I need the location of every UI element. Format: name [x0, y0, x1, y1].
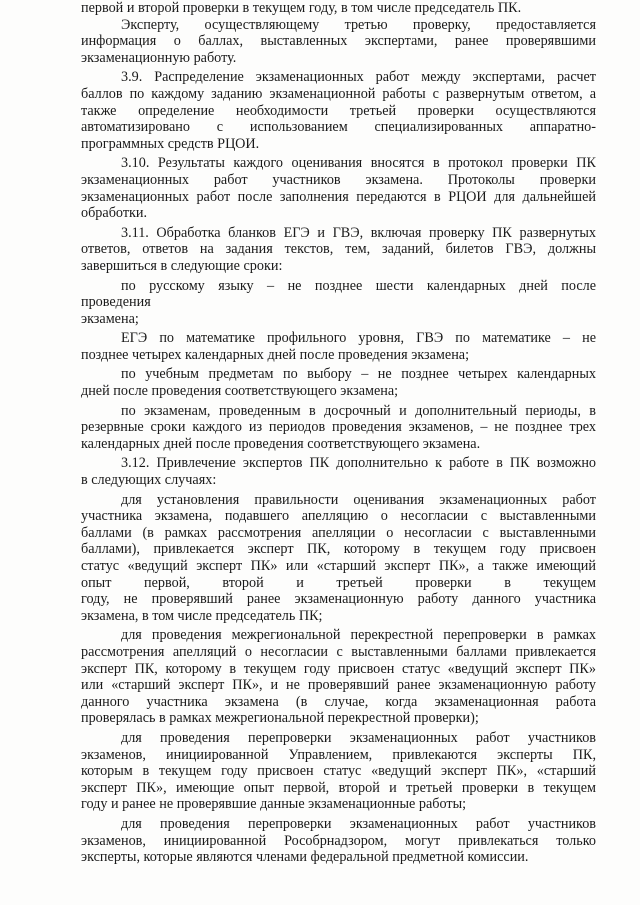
text-line: позднее четырех календарных дней после проведения экзамена; [81, 346, 470, 363]
text-line: которым в текущем году присвоен статус «ведущий эксперт ПК», «старший [81, 763, 596, 780]
text-line: резервные сроки каждого из периодов проведения экзаменов, – не позднее трех [81, 419, 596, 436]
text-line: данного участника экзамена (в случае, когда экзаменационная работа [81, 693, 596, 710]
text-line: календарных дней после проведения соответствующего экзамена. [81, 435, 481, 452]
text-line: автоматизировано с использованием специализированных аппаратно- [81, 119, 596, 136]
text-line: Эксперту, осуществляющему третью проверку, предоставляется [121, 16, 596, 33]
text-line: проведения [81, 294, 151, 311]
text-line: эксперт ПК», имеющие опыт первой, второй и третьей проверки в текущем [81, 779, 596, 796]
text-line: информация о баллах, выставленных экспертами, ранее проверявшими [81, 33, 596, 50]
text-line: по экзаменам, проведенным в досрочный и дополнительный периоды, в [121, 402, 596, 419]
text-line: также определение необходимости третьей проверки осуществляются [81, 102, 596, 119]
text-line: для установления правильности оценивания экзаменационных работ [121, 491, 596, 508]
text-line: ответов, ответов на задания текстов, тем, заданий, билетов ГВЭ, должны [81, 241, 596, 258]
text-line: завершиться в следующие сроки: [81, 257, 283, 274]
text-line: по русскому языку – не позднее шести календарных дней после [121, 277, 596, 294]
text-line: экзамена; [81, 310, 139, 327]
text-line: баллов по каждому заданию экзаменационной работы с развернутым ответом, а [81, 85, 596, 102]
text-line: проверялась в рамках межрегиональной перекрестной проверки); [81, 710, 479, 727]
text-line: 3.10. Результаты каждого оценивания вносятся в протокол проверки ПК [121, 155, 596, 172]
text-line: году и ранее не проверявшие данные экзаменационные работы; [81, 796, 467, 813]
text-line: эксперты, которые являются членами федеральной предметной комиссии. [81, 849, 529, 866]
text-line: ЕГЭ по математике профильного уровня, ГВЭ по математике – не [121, 330, 596, 347]
text-line: 3.12. Привлечение экспертов ПК дополнительно к работе в ПК возможно [121, 455, 596, 472]
text-line: дней после проведения соответствующего экзамена; [81, 383, 399, 400]
text-line: для проведения межрегиональной перекрестной перепроверки в рамках [121, 627, 596, 644]
text-line: экзаменационных работ участников экзамена. Протоколы проверки [81, 171, 596, 188]
text-line: экзаменов, инициированной Управлением, привлекаются эксперты ПК, [81, 746, 596, 763]
text-line: 3.9. Распределение экзаменационных работ между экспертами, расчет [121, 69, 596, 86]
text-line: баллами (в рамках рассмотрения апелляции о несогласии с выставленными [81, 524, 596, 541]
text-line: экзамена, в том числе председатель ПК; [81, 607, 323, 624]
text-line: баллами), привлекается эксперт ПК, которому в текущем году присвоен [81, 541, 596, 558]
text-line: первой и второй проверки в текущем году, в том числе председатель ПК. [81, 0, 522, 16]
text-line: по учебным предметам по выбору – не позднее четырех календарных [121, 366, 596, 383]
text-line: экзаменационную работу. [81, 49, 237, 66]
text-line: в следующих случаях: [81, 472, 217, 489]
text-line: году, не проверявший ранее экзаменационную работу данного участника [81, 591, 596, 608]
text-line: эксперт ПК, которому в текущем году присвоен статус «ведущий эксперт ПК» [81, 660, 596, 677]
text-line: обработки. [81, 205, 148, 222]
text-line: участника экзамена, подавшего апелляцию о несогласии с выставленными [81, 508, 596, 525]
text-line: или «старший эксперт ПК», и не проверявший ранее экзаменационную работу [81, 677, 596, 694]
text-line: статус «ведущий эксперт ПК» или «старший эксперт ПК», а также имеющий [81, 558, 596, 574]
text-line: экзаменационных работ после заполнения передаются в РЦОИ для дальнейшей [81, 188, 596, 205]
text-line: для проведения перепроверки экзаменационных работ участников [121, 729, 596, 746]
document-body [81, 0, 596, 866]
text-line: опыт первой, второй и третьей проверки в текущем [81, 574, 596, 591]
text-line: для проведения перепроверки экзаменационных работ участников [121, 815, 596, 832]
text-line: экзаменов, инициированной Рособрнадзором, могут привлекаться только [81, 832, 596, 849]
text-line: программных средств РЦОИ. [81, 135, 260, 152]
text-line: 3.11. Обработка бланков ЕГЭ и ГВЭ, включая проверку ПК развернутых [121, 224, 596, 241]
text-line: рассмотрения апелляций о несогласии с выставленными баллами привлекается [81, 643, 596, 660]
